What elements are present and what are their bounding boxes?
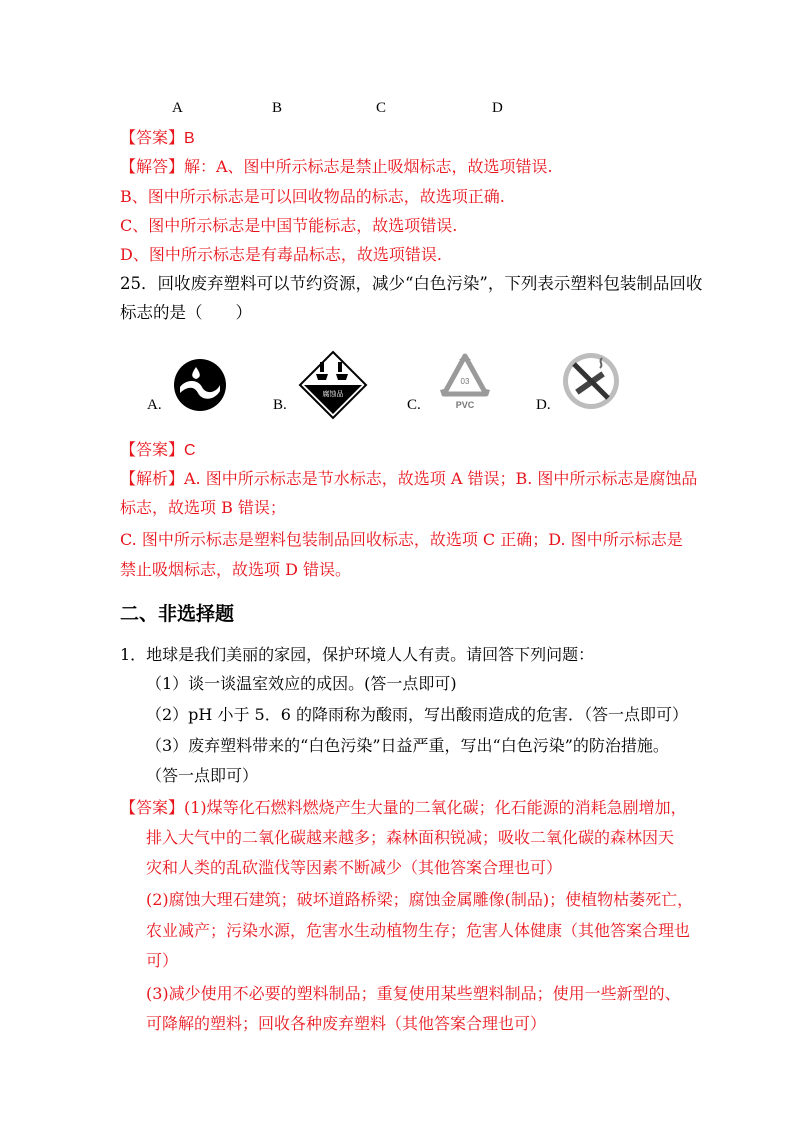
pvc-sign-number: 03 xyxy=(460,377,470,386)
q1-answer-4: (2)腐蚀大理石建筑；破坏道路桥梁；腐蚀金属雕像(制品)；使植物枯萎死亡， xyxy=(146,890,694,909)
corrosive-sign-text: 腐蚀品 xyxy=(322,390,344,398)
no-smoking-sign-icon xyxy=(560,350,622,412)
q24-explain-4: D、图中所示标志是有毒品标志，故选项错误. xyxy=(120,245,442,264)
q24-explain-1: 【解答】解：A、图中所示标志是禁止吸烟标志，故选项错误. xyxy=(120,157,553,176)
q24-explain-2: B、图中所示标志是可以回收物品的标志，故选项正确. xyxy=(120,187,505,206)
q1-answer-2: 排入大气中的二氧化碳越来越多；森林面积锐减；吸收二氧化碳的森林因天 xyxy=(146,828,675,847)
corrosive-sign-icon xyxy=(298,350,368,420)
pvc-sign-text: PVC xyxy=(455,400,475,410)
q1-answer-8: 可降解的塑料；回收各种废弃塑料（其他答案合理也可） xyxy=(146,1014,547,1033)
q1-answer-5: 农业减产；污染水源，危害水生动植物生存；危害人体健康（其他答案合理也 xyxy=(146,921,691,940)
q25-analysis-1: 【解析】A. 图中所示标志是节水标志，故选项 A 错误；B. 图中所示标志是腐蚀品 xyxy=(120,469,698,488)
water-saving-sign-icon xyxy=(172,357,228,413)
q25-analysis-2: 标志，故选项 B 错误； xyxy=(120,498,286,517)
q24-answer: 【答案】B xyxy=(120,128,195,147)
q25-option-c-label: C. xyxy=(407,397,421,413)
q24-explain-3: C、图中所示标志是中国节能标志，故选项错误. xyxy=(120,216,458,235)
q25-analysis-3: C. 图中所示标志是塑料包装制品回收标志，故选项 C 正确；D. 图中所示标志是 xyxy=(120,530,683,549)
prev-option-d: D xyxy=(492,100,503,116)
q1-stem: 1．地球是我们美丽的家园，保护环境人人有责。请回答下列问题： xyxy=(120,645,595,664)
q25-stem-1: 25．回收废弃塑料可以节约资源，减少“白色污染”，下列表示塑料包装制品回收 xyxy=(120,274,703,293)
prev-option-c: C xyxy=(376,100,387,116)
q1-answer-7: (3)减少使用不必要的塑料制品；重复使用某些塑料制品；使用一些新型的、 xyxy=(146,984,681,1003)
q1-sub-2: （2）pH 小于 5．6 的降雨称为酸雨，写出酸雨造成的危害．（答一点即可） xyxy=(146,705,688,724)
q25-answer: 【答案】C xyxy=(120,440,196,459)
q1-sub-1: （1）谈一谈温室效应的成因。(答一点即可) xyxy=(146,674,457,693)
q25-option-d-label: D. xyxy=(536,397,551,413)
section-title: 二、非选择题 xyxy=(120,603,235,625)
q1-answer-1: 【答案】(1)煤等化石燃料燃烧产生大量的二氧化碳；化石能源的消耗急剧增加， xyxy=(120,798,687,817)
q25-option-b-label: B. xyxy=(273,397,287,413)
q1-sub-4: （答一点即可） xyxy=(146,766,259,785)
prev-option-a: A xyxy=(172,100,183,116)
q1-answer-3: 灾和人类的乱砍滥伐等因素不断减少（其他答案合理也可） xyxy=(146,858,563,877)
q25-option-a-label: A. xyxy=(147,397,162,413)
prev-option-b: B xyxy=(272,100,283,116)
q25-analysis-4: 禁止吸烟标志，故选项 D 错误。 xyxy=(120,560,352,579)
pvc-recycle-sign-icon xyxy=(432,350,498,416)
q1-sub-3: （3）废弃塑料带来的“白色污染”日益严重，写出“白色污染”的防治措施。 xyxy=(146,736,669,755)
q25-stem-2: 标志的是（ ） xyxy=(120,303,252,322)
q1-answer-6: 可） xyxy=(146,951,179,970)
